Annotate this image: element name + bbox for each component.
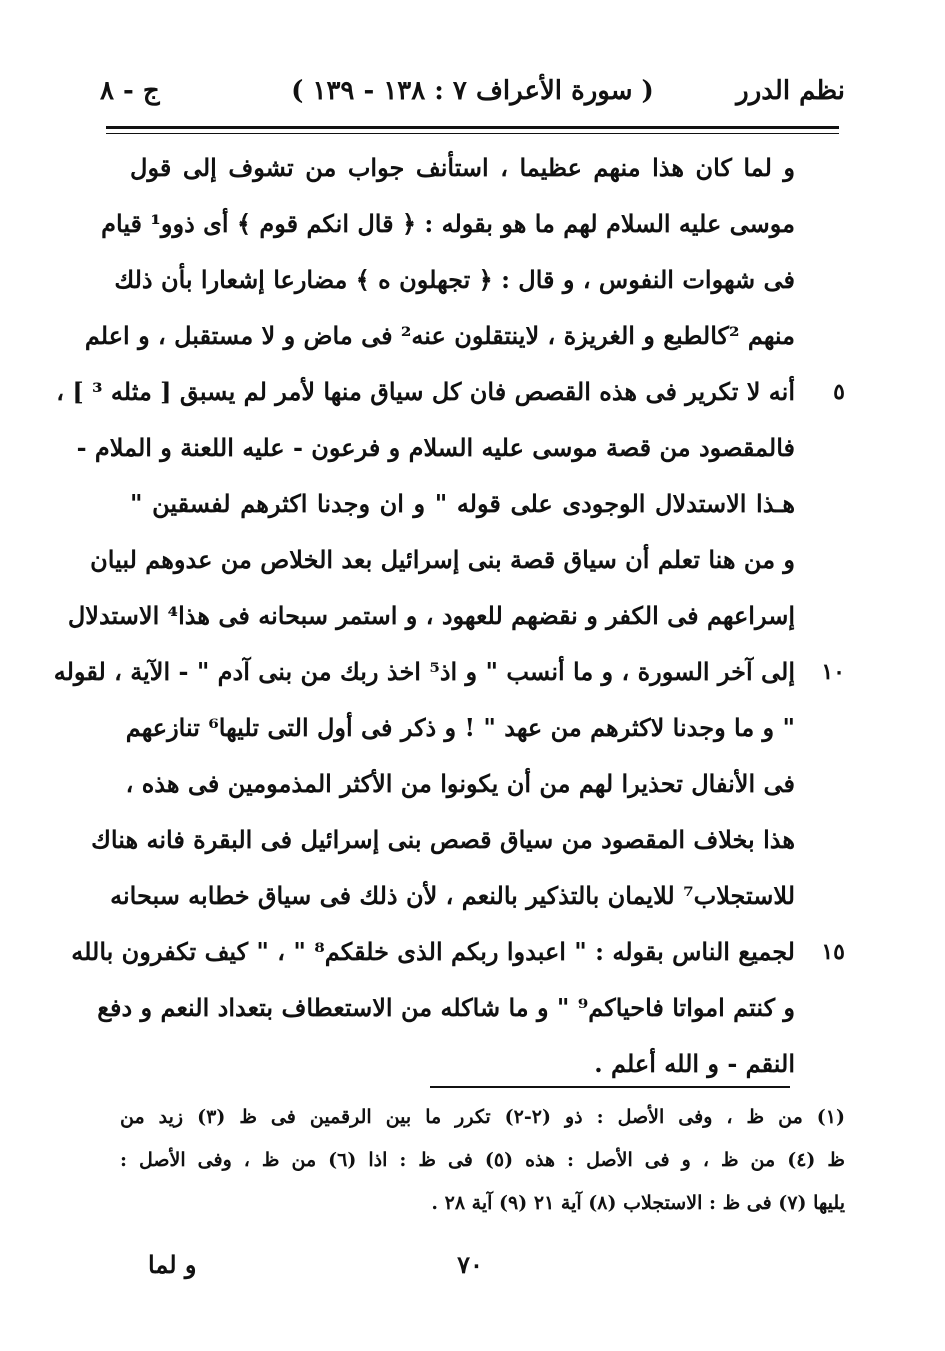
page-number: ٧٠ — [457, 1250, 483, 1279]
line-text: إلى آخر السورة ، و ما أنسب " و اذ⁵ اخذ ربك من بنى آدم " - الآية ، لقوله — [53, 657, 795, 686]
line-number: ١٠ — [821, 659, 845, 685]
text-line — [71, 924, 845, 980]
text-line — [67, 588, 845, 644]
line-text: أنه لا تكرير فى هذه القصص فان كل سياق منها لأمر لم يسبق [ مثله ³ ] ، — [56, 377, 795, 406]
volume-number: ج - ٨ — [100, 76, 160, 106]
main-text — [53, 140, 845, 1092]
line-text: فى الأنفال تحذيرا لهم من أن يكونوا من الأكثر المذمومين فى هذه ، — [125, 769, 795, 798]
text-line — [56, 364, 845, 420]
text-line — [110, 252, 845, 308]
line-text: النقم - و الله أعلم . — [594, 1049, 795, 1078]
line-text: موسى عليه السلام لهم ما هو بقوله : ﴿ قال انكم قوم ﴾ أى ذوو¹ قيام — [101, 209, 795, 238]
text-line — [110, 476, 845, 532]
footnote-rule — [430, 1086, 790, 1088]
text-line — [97, 980, 845, 1036]
line-text: و كنتم امواتا فاحياكم⁹ " و ما شاكله من الاستعطاف بتعداد النعم و دفع — [97, 993, 795, 1022]
line-text: هذا بخلاف المقصود من سياق قصص بنى إسرائيل فى البقرة فانه هناك — [91, 825, 795, 854]
catchword: و لما — [148, 1250, 197, 1279]
header-rule — [106, 126, 839, 129]
line-text: لجميع الناس بقوله : " اعبدوا ربكم الذى خلقكم⁸ " ، " كيف تكفرون بالله — [71, 937, 795, 966]
line-text: منهم ²كالطبع و الغريزة ، لاينتقلون عنه² فى ماض و لا مستقبل ، و اعلم — [84, 321, 795, 350]
line-text: إسراعهم فى الكفر و نقضهم للعهود ، و استمر سبحانه فى هذا⁴ الاستدلال — [67, 601, 795, 630]
text-line — [110, 700, 845, 756]
text-line — [53, 644, 845, 700]
line-text: " و ما وجدنا لاكثرهم من عهد " ! و ذكر فى أول التى تليها⁶ تنازعهم — [125, 713, 795, 742]
text-line — [91, 812, 845, 868]
line-number: ١٥ — [821, 939, 845, 965]
text-line-last — [110, 1036, 845, 1092]
line-text: فى شهوات النفوس ، و قال : ﴿ تجهلون ه ﴾ مضارعا إشعارا بأن ذلك — [114, 265, 795, 294]
line-text: فالمقصود من قصة موسى عليه السلام و فرعون - عليه اللعنة و الملام - — [76, 433, 795, 462]
line-text: و لما كان هذا منهم عظيما ، استأنف جواب من تشوف إلى قول — [130, 153, 795, 182]
text-line — [110, 868, 845, 924]
surah-reference: ( سورة الأعراف ٧ : ١٣٨ - ١٣٩ ) — [291, 76, 654, 106]
line-text: هـذا الاستدلال الوجودى على قوله " و ان وجدنا اكثرهم لفسقين " — [130, 489, 796, 518]
line-number: ٥ — [833, 379, 845, 405]
line-text: و من هنا تعلم أن سياق قصة بنى إسرائيل بعد الخلاص من عدوهم لبيان — [90, 545, 795, 574]
line-text: للاستجلاب⁷ للايمان بالتذكير بالنعم ، لأن ذلك فى سياق خطابه سبحانه — [110, 881, 795, 910]
footnotes — [120, 1096, 845, 1225]
header-rule-thin — [106, 133, 839, 134]
footnote-line: (١) من ظ ، وفى الأصل : ذو (٢-٢) تكرر ما بين الرقمين فى ظ (٣) زيد من — [120, 1106, 846, 1128]
text-line — [84, 308, 845, 364]
text-line — [110, 140, 845, 196]
text-line — [110, 756, 845, 812]
text-line — [90, 532, 845, 588]
book-title: نظم الدرر — [736, 76, 845, 106]
page-header — [100, 68, 845, 118]
footnote-line: ظ (٤) من ظ ، و فى الأصل : هذه (٥) فى ظ : اذا (٦) من ظ ، وفى الأصل : — [120, 1149, 845, 1171]
footnote-line: يليها (٧) فى ظ : الاستجلاب (٨) آية ٢١ (٩) آية ٢٨ . — [431, 1192, 845, 1214]
text-line — [76, 420, 845, 476]
text-line — [101, 196, 845, 252]
